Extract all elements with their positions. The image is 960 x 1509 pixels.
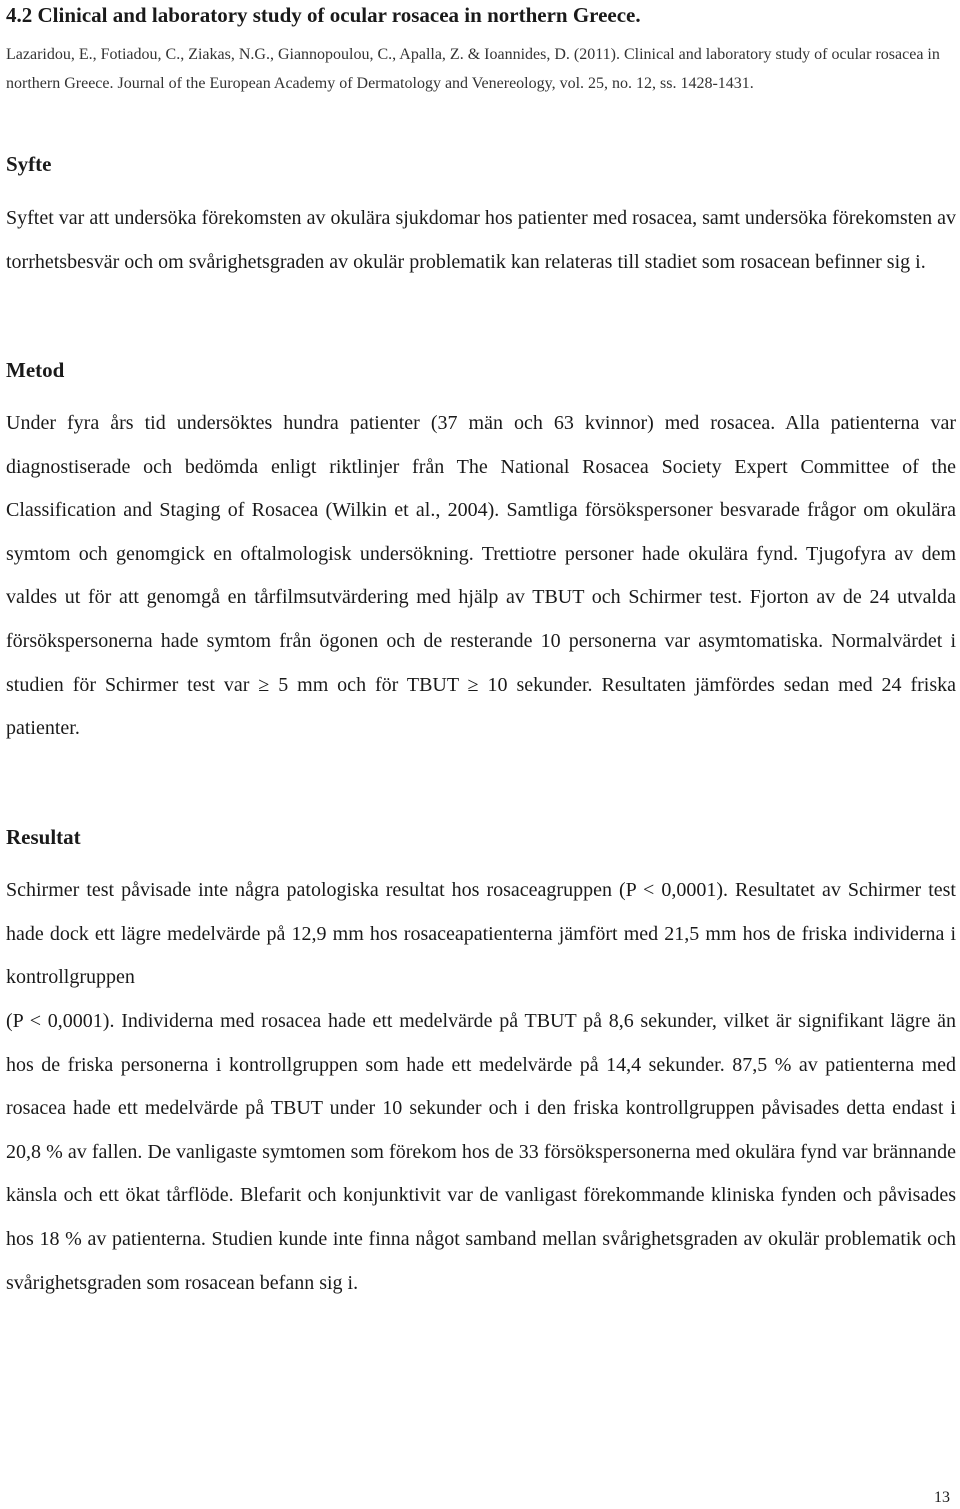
paragraph-syfte: Syftet var att undersöka förekomsten av okulära sjukdomar hos patienter med rosacea, samt undersöka förekomsten av torrhetsbesvär och om svårighetsgraden av okulär problematik kan relateras till stadiet som rosacean befinner sig i. [6,207,956,273]
paragraph-metod: Under fyra års tid undersöktes hundra patienter (37 män och 63 kvinnor) med rosacea. Alla patienterna var diagnostiserade och bedömda enligt riktlinjer från The National Rosacea Society Expert Committee of the Classification and Staging of Rosacea (Wilkin et al., 2004). Samtliga försökspersoner besvarade frågor om okulära symtom och genomgick en oftalmologisk undersökning. Trettiotre personer hade okulära fynd. Tjugofyra av dem valdes ut för att genomgå en tårfilmsutvärdering med hjälp av TBUT och Schirmer test. Fjorton av de 24 utvalda försökspersonerna hade symtom från ögonen och de resterande 10 personerna var asymtomatiska. Normalvärdet i studien för Schirmer test var ≥ 5 mm och för TBUT ≥ 10 sekunder. Resultaten jämfördes sedan med 24 friska patienter. [6,412,956,740]
page-number: 13 [934,1489,950,1506]
paragraph-resultat-2: (P < 0,0001). Individerna med rosacea hade ett medelvärde på TBUT på 8,6 sekunder, vilket är signifikant lägre än hos de friska personerna i kontrollgruppen som hade ett medelvärde på 14,4 sekunder. 87,5 % av patienterna med rosacea hade ett medelvärde på TBUT under 10 sekunder och i den friska kontrollgruppen påvisades detta endast i 20,8 % av fallen. De vanligaste symtomen som förekom hos de 33 försökspersonerna med okulära fynd var brännande känsla och ett ökat tårflöde. Blefarit och konjunktivit var de vanligast förekommande kliniska fynden och påvisades hos 18 % av patienterna. Studien kunde inte finna något samband mellan svårighetsgraden av okulär problematik och svårighetsgraden som rosacean befann sig i. [6,1010,956,1294]
heading-metod: Metod [6,358,65,382]
heading-syfte: Syfte [6,152,52,176]
heading-resultat: Resultat [6,825,81,849]
reference-citation: Lazaridou, E., Fotiadou, C., Ziakas, N.G., Giannopoulou, C., Apalla, Z. & Ioannides, D. (2011). Clinical and laboratory study of ocular rosacea in northern Greece. Journal of the European Academy of Dermatology and Venereology, vol. 25, no. 12, ss. 1428-1431. [6,46,940,92]
chapter-title: 4.2 Clinical and laboratory study of ocular rosacea in northern Greece. [6,3,641,27]
paragraph-resultat-1: Schirmer test påvisade inte några patologiska resultat hos rosaceagruppen (P < 0,0001). Resultatet av Schirmer test hade dock ett lägre medelvärde på 12,9 mm hos rosaceapatienterna jämfört med 21,5 mm hos de friska individerna i kontrollgruppen [6,879,956,989]
